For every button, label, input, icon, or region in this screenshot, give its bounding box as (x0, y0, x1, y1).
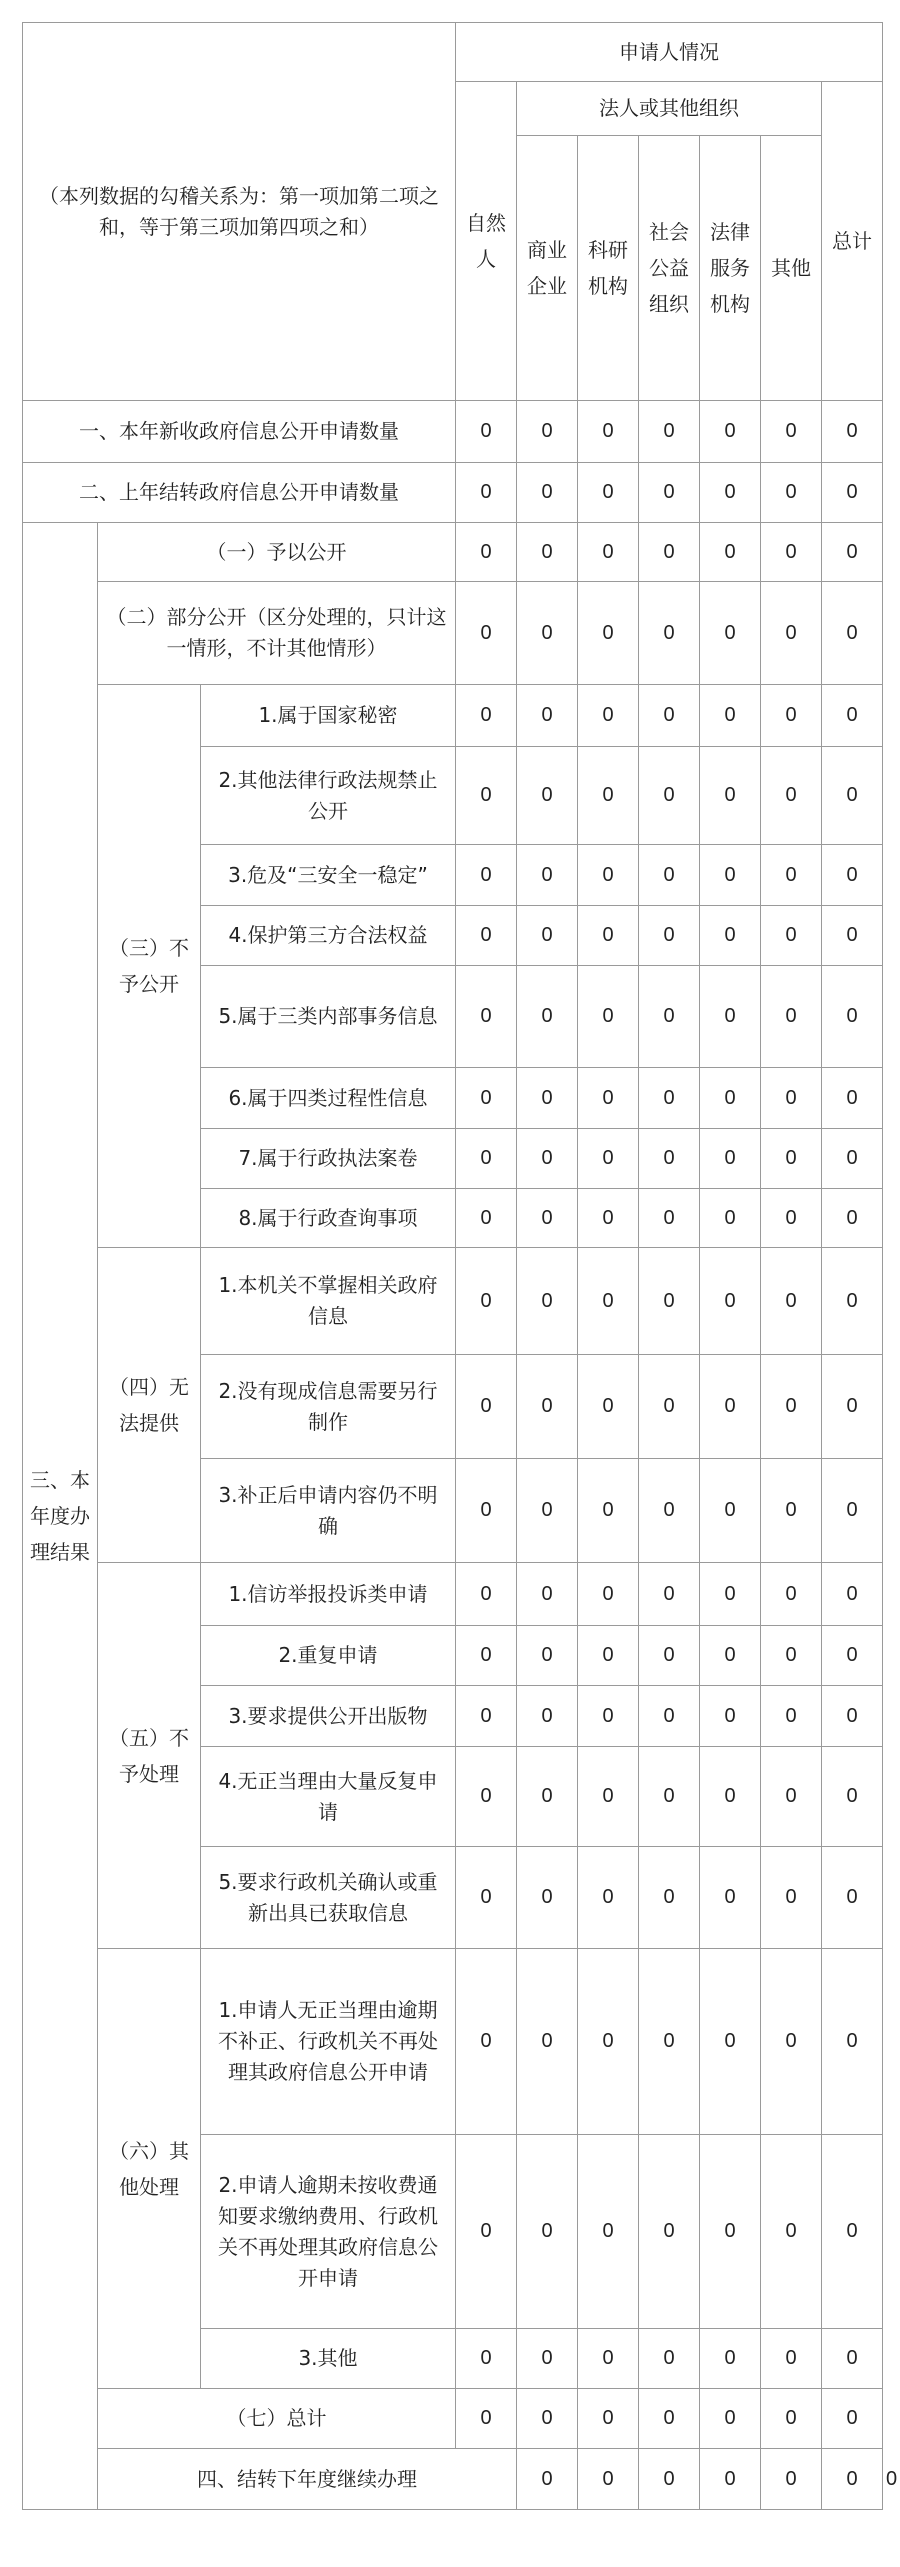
row-label: （一）予以公开 (98, 523, 456, 582)
cell-value: 0 (761, 2389, 822, 2449)
cell-value: 0 (578, 747, 639, 845)
table-row (23, 1563, 883, 1626)
cell-value: 0 (578, 1459, 639, 1563)
cell-value: 0 (578, 1626, 639, 1686)
group-label: （四）无法提供 (98, 1248, 201, 1563)
cell-value: 0 (578, 1129, 639, 1189)
cell-value: 0 (761, 1686, 822, 1747)
cell-value: 0 (456, 463, 517, 523)
cell-value: 0 (639, 906, 700, 966)
cell-value: 0 (517, 1747, 578, 1847)
cell-value: 0 (517, 1248, 578, 1355)
cell-value: 0 (822, 463, 883, 523)
cell-value: 0 (578, 1068, 639, 1129)
cell-value: 0 (456, 1355, 517, 1459)
row-label: 2.重复申请 (201, 1626, 456, 1686)
cell-value: 0 (700, 582, 761, 685)
cell-value: 0 (456, 1626, 517, 1686)
cell-value: 0 (517, 2329, 578, 2389)
row-label: 二、上年结转政府信息公开申请数量 (23, 463, 456, 523)
info-disclosure-table (22, 22, 898, 2510)
cell-value: 0 (456, 1686, 517, 1747)
group-label: （五）不予处理 (98, 1563, 201, 1949)
cell-value: 0 (761, 2135, 822, 2329)
cell-value: 0 (761, 523, 822, 582)
cell-value: 0 (700, 1949, 761, 2135)
row-label: 1.属于国家秘密 (201, 685, 456, 747)
row-label: 1.信访举报投诉类申请 (201, 1563, 456, 1626)
cell-value: 0 (456, 845, 517, 906)
cell-value: 0 (700, 1189, 761, 1248)
cell-value: 0 (639, 463, 700, 523)
cell-value: 0 (822, 966, 883, 1068)
cell-value: 0 (822, 1189, 883, 1248)
row-label: 5.要求行政机关确认或重新出具已获取信息 (201, 1847, 456, 1949)
cell-value: 0 (456, 747, 517, 845)
col-header-other: 其他 (761, 136, 822, 401)
row-label: 6.属于四类过程性信息 (201, 1068, 456, 1129)
cell-value: 0 (639, 1189, 700, 1248)
cell-value: 0 (761, 906, 822, 966)
cell-value: 0 (578, 1686, 639, 1747)
row-label: 7.属于行政执法案卷 (201, 1129, 456, 1189)
cell-value: 0 (822, 1949, 883, 2135)
cell-value: 0 (456, 1129, 517, 1189)
cell-value: 0 (456, 1563, 517, 1626)
cell-value: 0 (700, 966, 761, 1068)
cell-value: 0 (578, 906, 639, 966)
cell-value: 0 (456, 1949, 517, 2135)
cell-value: 0 (456, 401, 517, 463)
cell-value: 0 (761, 685, 822, 747)
cell-value: 0 (761, 1563, 822, 1626)
table-row (23, 523, 883, 582)
cell-value: 0 (639, 2329, 700, 2389)
cell-value: 0 (822, 1355, 883, 1459)
cell-value: 0 (761, 1248, 822, 1355)
cell-value: 0 (761, 1747, 822, 1847)
cell-value: 0 (517, 2449, 578, 2510)
cell-value: 0 (700, 463, 761, 523)
cell-value: 0 (761, 401, 822, 463)
cell-value: 0 (700, 1563, 761, 1626)
cell-value: 0 (517, 1459, 578, 1563)
cell-value: 0 (517, 523, 578, 582)
cell-value: 0 (456, 2135, 517, 2329)
cell-value: 0 (456, 1068, 517, 1129)
cell-value: 0 (578, 1563, 639, 1626)
cell-value: 0 (639, 1248, 700, 1355)
legal-group-header: 法人或其他组织 (517, 82, 822, 136)
table-row (23, 1949, 883, 2135)
cell-value: 0 (639, 1847, 700, 1949)
cell-value: 0 (822, 1068, 883, 1129)
cell-value: 0 (639, 1068, 700, 1129)
cell-value: 0 (456, 2329, 517, 2389)
col-header-legal-service: 法律服务机构 (700, 136, 761, 401)
cell-value: 0 (639, 582, 700, 685)
cell-value: 0 (578, 401, 639, 463)
cell-value: 0 (761, 2329, 822, 2389)
cell-value: 0 (700, 685, 761, 747)
cell-value: 0 (639, 1949, 700, 2135)
cell-value: 0 (639, 2135, 700, 2329)
cell-value: 0 (761, 1459, 822, 1563)
cell-value: 0 (700, 1129, 761, 1189)
table-row (23, 463, 883, 523)
cell-value: 0 (517, 685, 578, 747)
cell-value: 0 (822, 1847, 883, 1949)
table-note: （本列数据的勾稽关系为：第一项加第二项之和，等于第三项加第四项之和） (23, 23, 456, 401)
row-label: 2.申请人逾期未按收费通知要求缴纳费用、行政机关不再处理其政府信息公开申请 (201, 2135, 456, 2329)
cell-value: 0 (761, 1129, 822, 1189)
cell-value: 0 (700, 2329, 761, 2389)
cell-value: 0 (822, 1686, 883, 1747)
cell-value: 0 (578, 685, 639, 747)
cell-value: 0 (822, 582, 883, 685)
cell-value: 0 (517, 1686, 578, 1747)
cell-value: 0 (639, 845, 700, 906)
row-label: 1.申请人无正当理由逾期不补正、行政机关不再处理其政府信息公开申请 (201, 1949, 456, 2135)
row-label: 3.其他 (201, 2329, 456, 2389)
cell-value: 0 (761, 1847, 822, 1949)
cell-value: 0 (822, 685, 883, 747)
col-header-research: 科研机构 (578, 136, 639, 401)
row-label: 2.其他法律行政法规禁止公开 (201, 747, 456, 845)
cell-value: 0 (822, 1747, 883, 1847)
cell-value: 0 (456, 1248, 517, 1355)
row-label: 2.没有现成信息需要另行制作 (201, 1355, 456, 1459)
cell-value: 0 (517, 582, 578, 685)
cell-value: 0 (700, 401, 761, 463)
cell-value: 0 (761, 1068, 822, 1129)
cell-value: 0 (822, 747, 883, 845)
cell-value: 0 (578, 966, 639, 1068)
cell-value: 0 (517, 1847, 578, 1949)
cell-value: 0 (700, 1459, 761, 1563)
cell-value: 0 (761, 1949, 822, 2135)
cell-value: 0 (700, 1355, 761, 1459)
cell-value: 0 (578, 2449, 639, 2510)
cell-value: 0 (639, 1563, 700, 1626)
row-label: 4.无正当理由大量反复申请 (201, 1747, 456, 1847)
cell-value: 0 (761, 1189, 822, 1248)
cell-value: 0 (639, 401, 700, 463)
cell-value: 0 (578, 1189, 639, 1248)
cell-value: 0 (517, 1068, 578, 1129)
row-label: 5.属于三类内部事务信息 (201, 966, 456, 1068)
cell-value: 0 (761, 966, 822, 1068)
cell-value: 0 (517, 1563, 578, 1626)
cell-value: 0 (456, 1847, 517, 1949)
cell-value: 0 (761, 747, 822, 845)
cell-value: 0 (761, 845, 822, 906)
cell-value: 0 (822, 1563, 883, 1626)
cell-value: 0 (517, 1189, 578, 1248)
cell-value: 0 (639, 1129, 700, 1189)
cell-value: 0 (456, 1459, 517, 1563)
cell-value: 0 (578, 582, 639, 685)
cell-value: 0 (639, 2449, 700, 2510)
cell-value: 0 (578, 463, 639, 523)
cell-value: 0 (456, 2389, 517, 2449)
cell-value: 0 (700, 523, 761, 582)
cell-value: 0 (700, 1747, 761, 1847)
cell-value: 0 (578, 2135, 639, 2329)
cell-value: 0 (456, 685, 517, 747)
cell-value: 0 (822, 401, 883, 463)
cell-value: 0 (456, 582, 517, 685)
cell-value: 0 (517, 906, 578, 966)
cell-value: 0 (822, 1248, 883, 1355)
cell-value: 0 (700, 2389, 761, 2449)
cell-value: 0 (761, 582, 822, 685)
col-header-natural-person: 自然人 (456, 82, 517, 401)
col-header-public-welfare: 社会公益组织 (639, 136, 700, 401)
cell-value: 0 (761, 463, 822, 523)
row-label: 四、结转下年度继续办理 (98, 2449, 517, 2510)
row-label: 1.本机关不掌握相关政府信息 (201, 1248, 456, 1355)
cell-value: 0 (700, 747, 761, 845)
cell-value: 0 (700, 2135, 761, 2329)
row-label: （七）总计 (98, 2389, 456, 2449)
table-row: 四、结转下年度继续办理 0 0 0 0 0 0 0 (23, 2449, 883, 2510)
group-label: （六）其他处理 (98, 1949, 201, 2389)
row-label: 3.危及“三安全一稳定” (201, 845, 456, 906)
row-label: 3.补正后申请内容仍不明确 (201, 1459, 456, 1563)
cell-value: 0 (639, 1355, 700, 1459)
cell-value: 0 (456, 966, 517, 1068)
cell-value: 0 (639, 1686, 700, 1747)
cell-value: 0 (517, 1355, 578, 1459)
cell-value: 0 (822, 1129, 883, 1189)
cell-value: 0 (517, 966, 578, 1068)
cell-value: 0 (517, 1129, 578, 1189)
cell-value: 0 (700, 2449, 761, 2510)
row-label: 4.保护第三方合法权益 (201, 906, 456, 966)
row-label: 3.要求提供公开出版物 (201, 1686, 456, 1747)
cell-value: 0 (578, 523, 639, 582)
section-3-label: 三、本年度办理结果 (23, 523, 98, 2510)
row-label: 8.属于行政查询事项 (201, 1189, 456, 1248)
cell-value: 0 (700, 1248, 761, 1355)
cell-value: 0 (517, 401, 578, 463)
cell-value: 0 (761, 1355, 822, 1459)
cell-value: 0 (456, 523, 517, 582)
cell-value: 0 (639, 966, 700, 1068)
col-header-business: 商业企业 (517, 136, 578, 401)
cell-value: 0 (639, 747, 700, 845)
cell-value: 0 (456, 1189, 517, 1248)
cell-value: 0 (456, 906, 517, 966)
cell-value: 0 (517, 2135, 578, 2329)
cell-value: 0 (700, 1686, 761, 1747)
table-row (23, 1248, 883, 1355)
cell-value: 0 (822, 2329, 883, 2389)
table-row (23, 685, 883, 747)
cell-value: 0 (700, 1626, 761, 1686)
cell-value: 0 (639, 685, 700, 747)
cell-value: 0 (822, 1626, 883, 1686)
cell-value: 0 (700, 906, 761, 966)
cell-value: 0 (639, 1626, 700, 1686)
cell-value: 0 (639, 2389, 700, 2449)
cell-value: 0 (578, 1847, 639, 1949)
cell-value: 0 (822, 2135, 883, 2329)
cell-value: 0 (639, 523, 700, 582)
group-label: （三）不予公开 (98, 685, 201, 1248)
cell-value: 0 (456, 1747, 517, 1847)
cell-value: 0 (578, 845, 639, 906)
cell-value: 0 (517, 463, 578, 523)
cell-value: 0 (822, 1459, 883, 1563)
cell-value: 0 (822, 845, 883, 906)
cell-value: 0 (517, 747, 578, 845)
cell-value: 0 (822, 2449, 883, 2510)
cell-value: 0 (822, 906, 883, 966)
cell-value: 0 (822, 523, 883, 582)
cell-value: 0 (517, 1626, 578, 1686)
cell-value: 0 (578, 1949, 639, 2135)
cell-value: 0 (578, 2329, 639, 2389)
cell-value: 0 (700, 845, 761, 906)
cell-value: 0 (639, 1459, 700, 1563)
table-row (23, 582, 883, 685)
cell-value: 0 (578, 1355, 639, 1459)
cell-value: 0 (517, 845, 578, 906)
cell-value: 0 (578, 2389, 639, 2449)
cell-value: 0 (700, 1068, 761, 1129)
cell-value: 0 (822, 2389, 883, 2449)
table-row (23, 401, 883, 463)
cell-value: 0 (517, 1949, 578, 2135)
col-header-total: 总计 (822, 82, 883, 401)
cell-value: 0 (517, 2389, 578, 2449)
cell-value: 0 (761, 2449, 822, 2510)
cell-value: 0 (639, 1747, 700, 1847)
row-label: （二）部分公开（区分处理的，只计这一情形，不计其他情形） (98, 582, 456, 685)
cell-value: 0 (761, 1626, 822, 1686)
row-label: 一、本年新收政府信息公开申请数量 (23, 401, 456, 463)
cell-value: 0 (700, 1847, 761, 1949)
cell-value: 0 (578, 1248, 639, 1355)
cell-value: 0 (578, 1747, 639, 1847)
applicant-header: 申请人情况 (456, 23, 883, 82)
table-row (23, 2389, 883, 2449)
